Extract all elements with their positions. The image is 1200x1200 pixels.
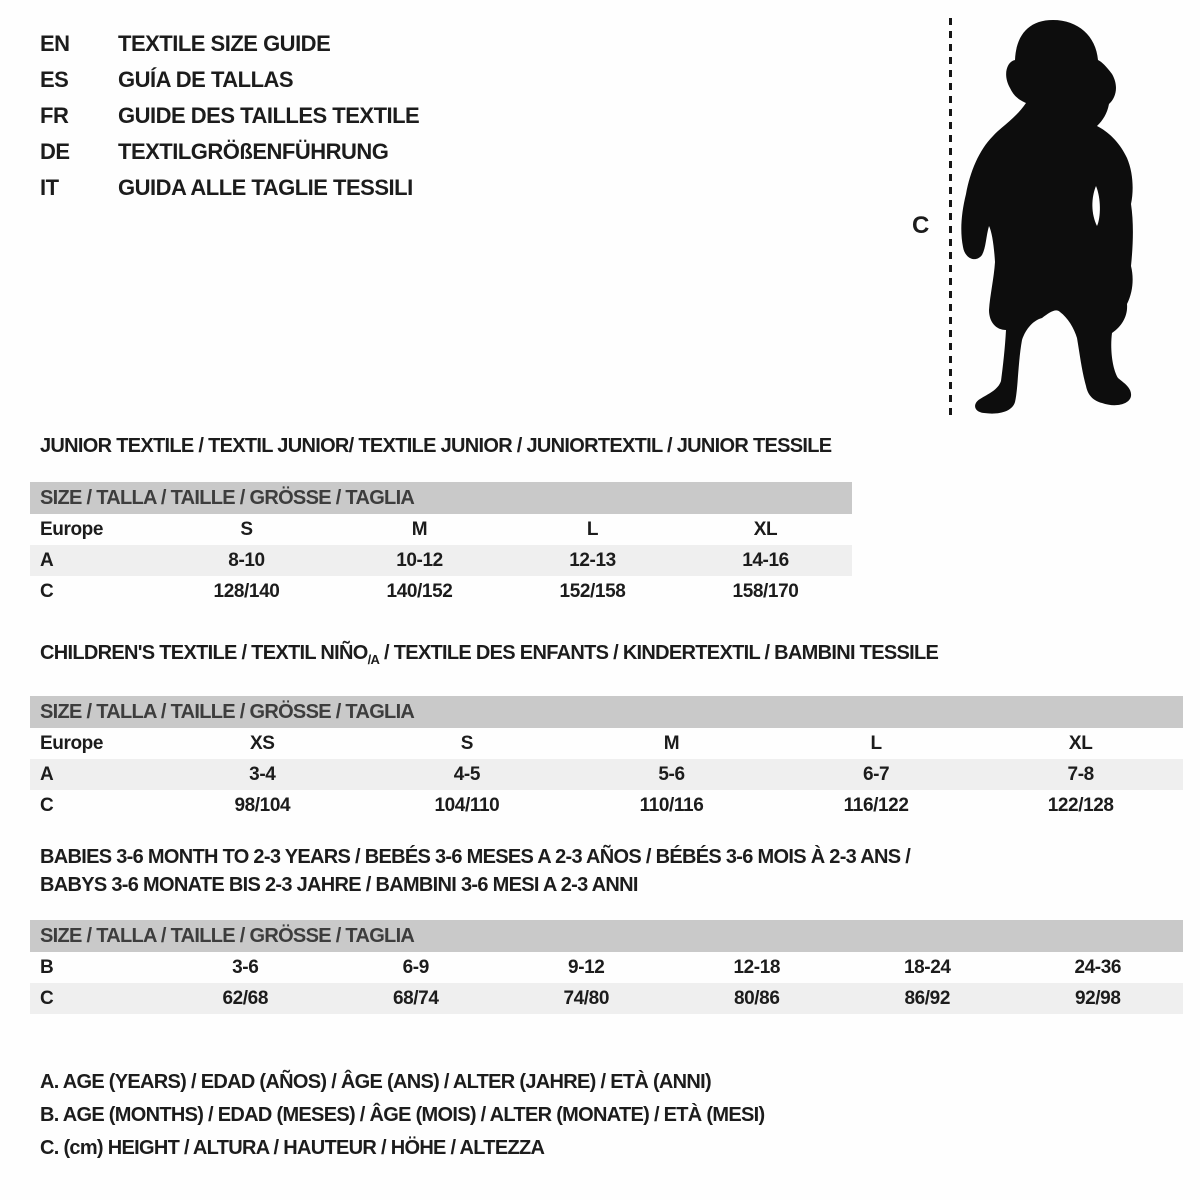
row-label: C xyxy=(40,580,54,602)
legend-line-b: B. AGE (MONTHS) / EDAD (MESES) / ÂGE (MOIS) / ALTER (MONATE) / ETÀ (MESI) xyxy=(40,1104,765,1126)
height-cell: 74/80 xyxy=(563,987,610,1009)
age-cell: 14-16 xyxy=(742,549,789,571)
age-cell: 3-4 xyxy=(249,763,276,785)
height-cell: 152/158 xyxy=(559,580,626,602)
row-label: C xyxy=(40,987,54,1009)
height-cell: 86/92 xyxy=(904,987,951,1009)
size-cell: M xyxy=(411,518,428,540)
size-cell: XL xyxy=(1068,732,1093,754)
language-row-en xyxy=(40,26,419,62)
toddler-silhouette-icon xyxy=(900,0,1200,440)
title-part: / TEXTILE DES ENFANTS / KINDERTEXTIL / BAMBINI TESSILE xyxy=(379,642,939,664)
language-code: DE xyxy=(40,139,70,164)
height-measure-label: C xyxy=(912,212,930,239)
age-cell: 18-24 xyxy=(903,956,951,978)
table-row xyxy=(30,728,1183,759)
title-part: CHILDREN'S TEXTILE / TEXTIL NIÑO xyxy=(40,642,368,664)
childrens-size-header: SIZE / TALLA / TAILLE / GRÖSSE / TAGLIA xyxy=(30,696,1183,728)
height-cell: 68/74 xyxy=(392,987,439,1009)
height-cell: 98/104 xyxy=(234,794,291,816)
row-label: Europe xyxy=(40,732,104,754)
language-code: IT xyxy=(40,175,59,200)
childrens-textile-section xyxy=(30,641,1183,821)
table-row xyxy=(30,952,1183,983)
age-cell: 6-9 xyxy=(402,956,429,978)
age-cell: 6-7 xyxy=(862,763,890,785)
table-row xyxy=(30,514,852,545)
babies-section-title-line1: BABIES 3-6 MONTH TO 2-3 YEARS / BEBÉS 3-6 MESES A 2-3 AÑOS / BÉBÉS 3-6 MOIS À 2-3 ANS / xyxy=(40,846,911,868)
height-cell: 62/68 xyxy=(222,987,269,1009)
babies-textile-section xyxy=(30,846,1183,1014)
size-cell: XL xyxy=(753,518,778,540)
guide-title-en: TEXTILE SIZE GUIDE xyxy=(118,31,331,56)
size-cell: M xyxy=(663,732,680,754)
language-guide-list xyxy=(40,26,419,206)
table-row xyxy=(30,576,852,607)
table-row xyxy=(30,759,1183,790)
guide-title-es: GUÍA DE TALLAS xyxy=(118,67,294,92)
junior-section-title: JUNIOR TEXTILE / TEXTIL JUNIOR/ TEXTILE JUNIOR / JUNIORTEXTIL / JUNIOR TESSILE xyxy=(40,435,832,457)
age-cell: 4-5 xyxy=(453,763,481,785)
legend-line-a: A. AGE (YEARS) / EDAD (AÑOS) / ÂGE (ANS) / ALTER (JAHRE) / ETÀ (ANNI) xyxy=(40,1071,711,1093)
babies-section-title-line2: BABYS 3-6 MONATE BIS 2-3 JAHRE / BAMBINI 3-6 MESI A 2-3 ANNI xyxy=(40,874,638,896)
height-cell: 122/128 xyxy=(1047,794,1114,816)
size-cell: XS xyxy=(250,732,275,754)
language-row-it xyxy=(40,170,419,206)
language-row-de xyxy=(40,134,419,170)
height-cell: 140/152 xyxy=(386,580,453,602)
guide-title-it: GUIDA ALLE TAGLIE TESSILI xyxy=(118,175,413,200)
age-cell: 12-13 xyxy=(569,549,616,571)
language-code: EN xyxy=(40,31,70,56)
height-cell: 128/140 xyxy=(213,580,280,602)
age-cell: 12-18 xyxy=(733,956,781,978)
row-label: Europe xyxy=(40,518,104,540)
age-cell: 7-8 xyxy=(1067,763,1094,785)
babies-size-header: SIZE / TALLA / TAILLE / GRÖSSE / TAGLIA xyxy=(30,920,1183,952)
row-label: C xyxy=(40,794,54,816)
size-cell: L xyxy=(870,732,882,754)
height-cell: 110/116 xyxy=(639,794,704,816)
language-row-es xyxy=(40,62,419,98)
guide-title-fr: GUIDE DES TAILLES TEXTILE xyxy=(118,103,420,128)
junior-textile-section xyxy=(30,434,852,607)
size-cell: L xyxy=(586,518,599,540)
guide-title-de: TEXTILGRÖßENFÜHRUNG xyxy=(118,139,389,164)
legend xyxy=(40,1066,764,1165)
age-cell: 10-12 xyxy=(396,549,443,571)
height-cell: 158/170 xyxy=(732,580,799,602)
title-subscript: /A xyxy=(367,652,380,667)
row-label: A xyxy=(40,549,54,571)
language-code: FR xyxy=(40,103,69,128)
age-cell: 24-36 xyxy=(1074,956,1122,978)
age-cell: 5-6 xyxy=(658,763,685,785)
height-cell: 80/86 xyxy=(733,987,780,1009)
height-measure-figure xyxy=(900,0,1200,440)
height-cell: 104/110 xyxy=(434,794,500,816)
height-cell: 116/122 xyxy=(843,794,909,816)
legend-line-c: C. (cm) HEIGHT / ALTURA / HAUTEUR / HÖHE / ALTEZZA xyxy=(40,1137,545,1159)
height-cell: 92/98 xyxy=(1074,987,1121,1009)
language-row-fr xyxy=(40,98,419,134)
junior-size-header: SIZE / TALLA / TAILLE / GRÖSSE / TAGLIA xyxy=(30,482,852,514)
row-label: A xyxy=(40,763,54,785)
table-row xyxy=(30,790,1183,821)
childrens-section-title xyxy=(30,641,1183,672)
row-label: B xyxy=(40,956,54,978)
age-cell: 3-6 xyxy=(232,956,259,978)
table-row xyxy=(30,545,852,576)
table-row xyxy=(30,983,1183,1014)
age-cell: 8-10 xyxy=(228,549,265,571)
size-cell: S xyxy=(240,518,253,540)
size-cell: S xyxy=(460,732,474,754)
language-code: ES xyxy=(40,67,69,92)
age-cell: 9-12 xyxy=(568,956,605,978)
